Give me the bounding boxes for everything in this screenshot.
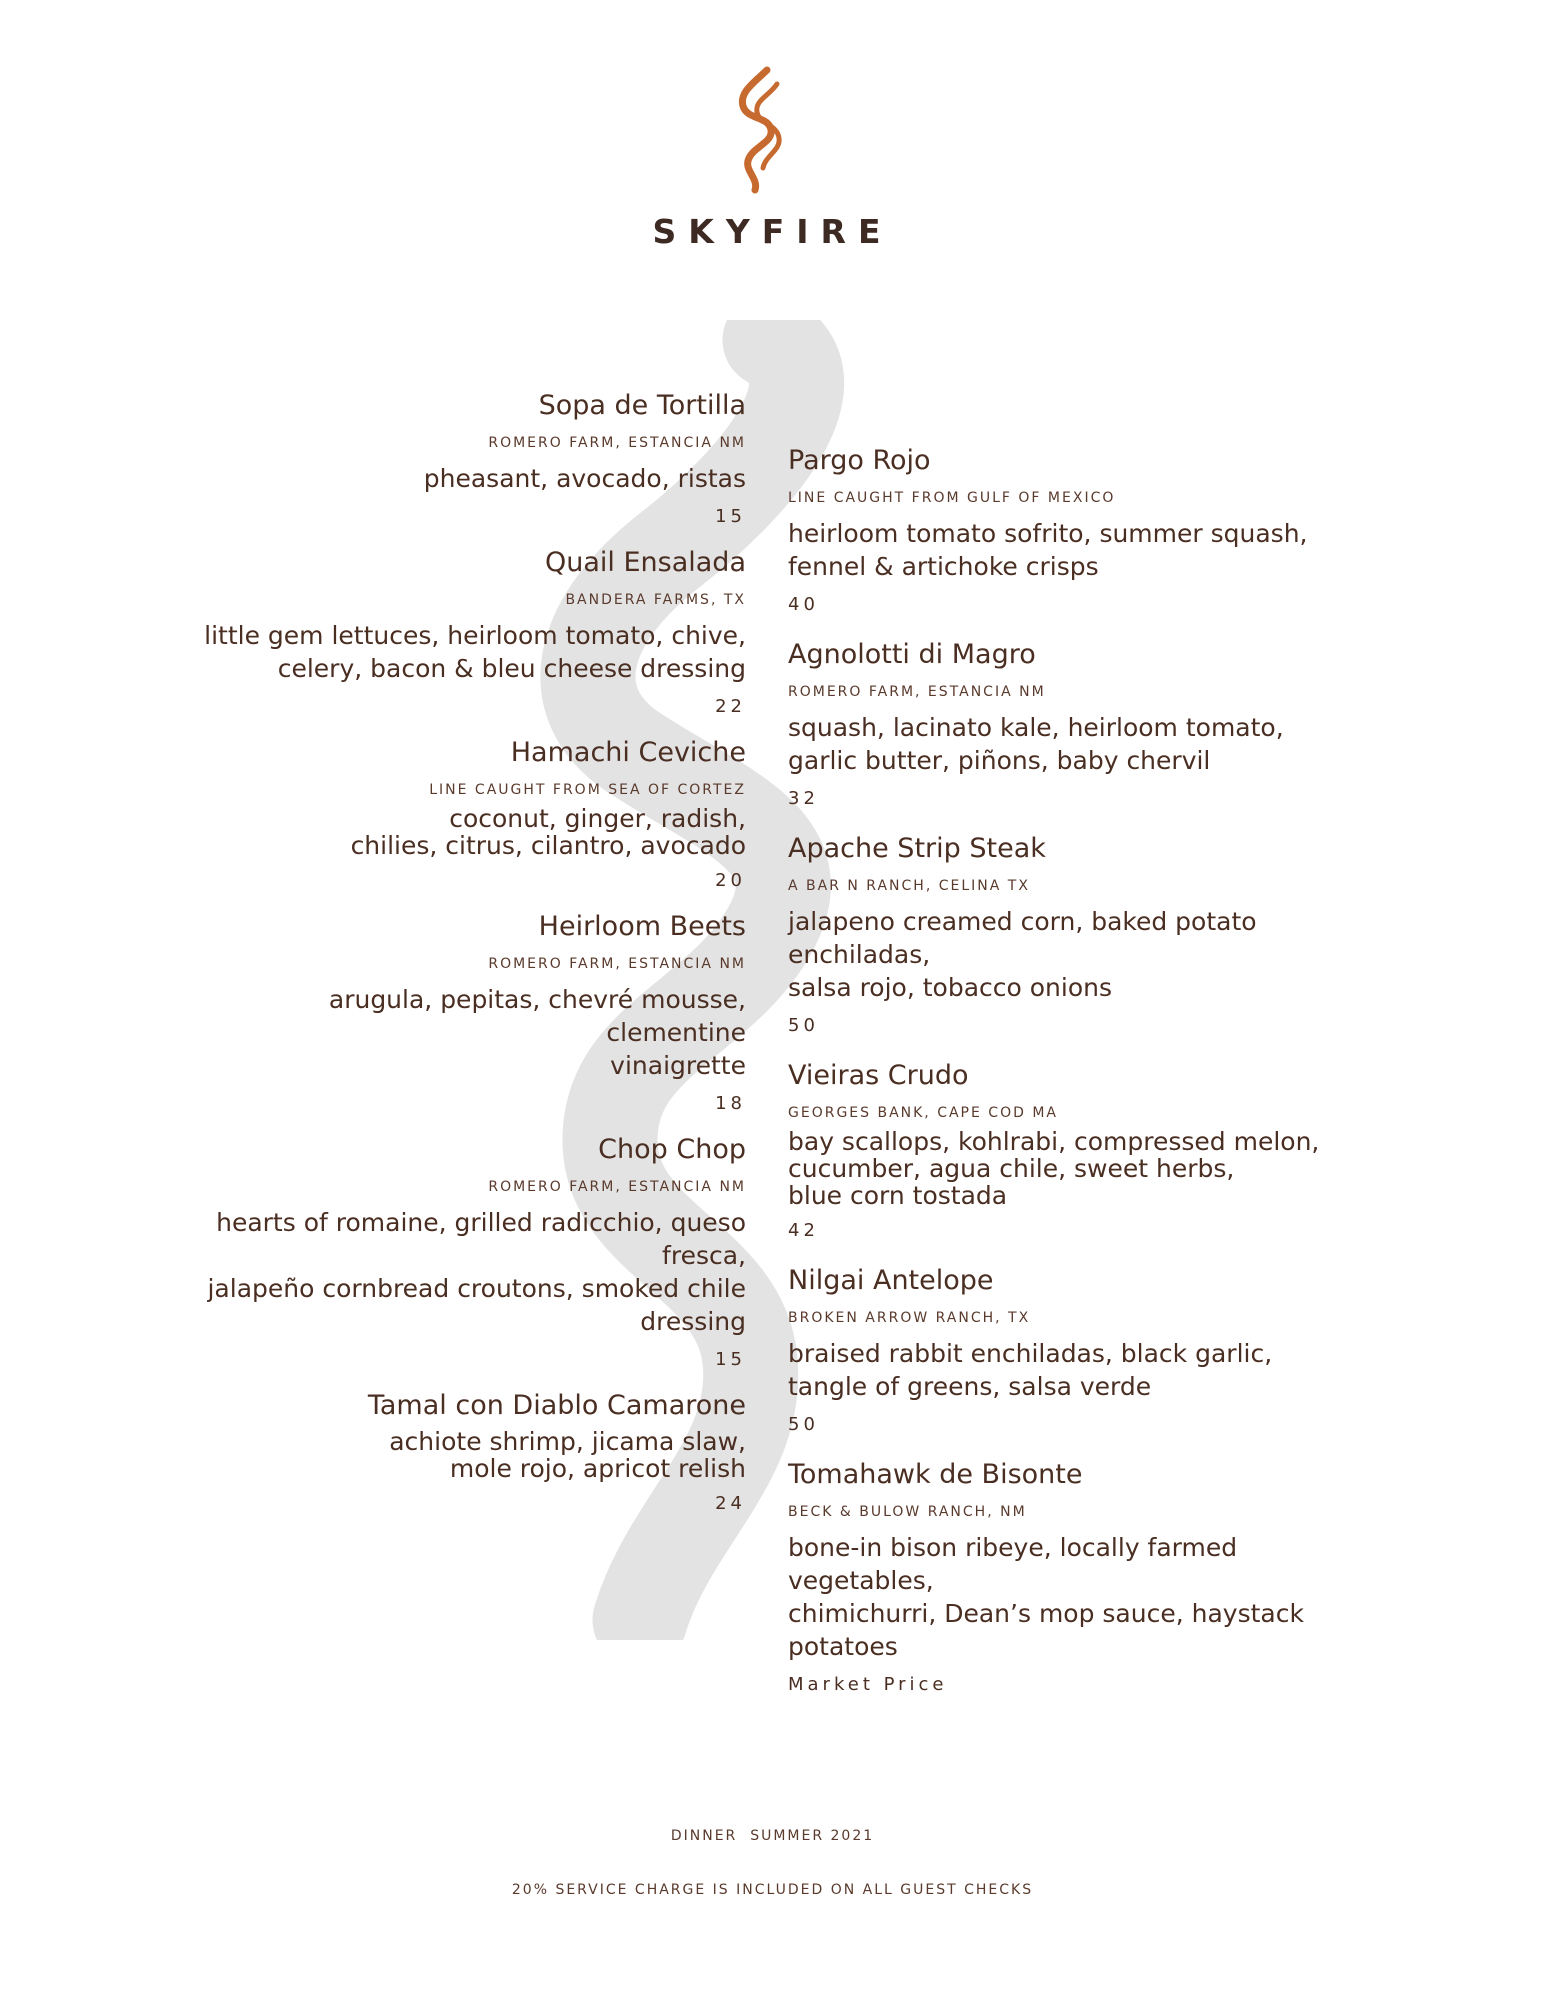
dish-description: heirloom tomato sofrito, summer squash, fennel & artichoke crisps bbox=[788, 519, 1308, 581]
dish-source: LINE CAUGHT FROM GULF OF MEXICO bbox=[788, 490, 1116, 506]
menu-item bbox=[190, 1388, 746, 1518]
dish-name: Nilgai Antelope bbox=[788, 1265, 994, 1296]
dish-description: pheasant, avocado, ristas bbox=[423, 464, 746, 493]
dish-description: braised rabbit enchiladas, black garlic, tangle of greens, salsa verde bbox=[788, 1339, 1273, 1401]
dish-source: A BAR N RANCH, CELINA TX bbox=[788, 878, 1030, 894]
dish-description: coconut, ginger, radish, chilies, citrus, cilantro, avocado bbox=[350, 804, 746, 860]
menu-item bbox=[788, 831, 1348, 1040]
dish-description: hearts of romaine, grilled radicchio, queso fresca, jalapeño cornbread croutons, smoked chile dressing bbox=[207, 1208, 746, 1336]
dish-price: Market Price bbox=[788, 1674, 948, 1695]
brand-name: SKYFIRE bbox=[652, 212, 893, 251]
menu-item bbox=[190, 545, 746, 721]
dish-description: arugula, pepitas, chevré mousse, clementine vinaigrette bbox=[328, 985, 746, 1080]
dish-price: 15 bbox=[715, 506, 746, 527]
dish-description: little gem lettuces, heirloom tomato, chive, celery, bacon & bleu cheese dressing bbox=[204, 621, 746, 683]
dish-name: Apache Strip Steak bbox=[788, 833, 1046, 864]
dish-price: 20 bbox=[715, 870, 746, 891]
dish-price: 18 bbox=[715, 1093, 746, 1114]
menu-item bbox=[788, 1263, 1348, 1439]
dish-price: 50 bbox=[788, 1015, 819, 1036]
menu-item bbox=[788, 1058, 1348, 1245]
menu-season-label: DINNER SUMMER 2021 bbox=[670, 1828, 875, 1844]
dish-source: ROMERO FARM, ESTANCIA NM bbox=[488, 1179, 746, 1195]
dish-name: Tamal con Diablo Camarone bbox=[367, 1390, 746, 1421]
menu-item bbox=[788, 1457, 1348, 1699]
menu-column-right bbox=[788, 443, 1348, 1699]
dish-name: Quail Ensalada bbox=[544, 547, 746, 578]
dish-price: 22 bbox=[715, 696, 746, 717]
flame-s-logo-icon bbox=[725, 66, 795, 194]
dish-source: ROMERO FARM, ESTANCIA NM bbox=[488, 435, 746, 451]
dish-description: squash, lacinato kale, heirloom tomato, garlic butter, piñons, baby chervil bbox=[788, 713, 1284, 775]
dish-source: ROMERO FARM, ESTANCIA NM bbox=[488, 956, 746, 972]
dish-description: jalapeno creamed corn, baked potato enchiladas, salsa rojo, tobacco onions bbox=[788, 907, 1257, 1002]
dish-price: 50 bbox=[788, 1414, 819, 1435]
dish-description: bone-in bison ribeye, locally farmed vegetables, chimichurri, Dean’s mop sauce, haystack potatoes bbox=[788, 1533, 1304, 1661]
dish-source: ROMERO FARM, ESTANCIA NM bbox=[788, 684, 1046, 700]
menu-column-left bbox=[190, 388, 746, 1518]
menu-item bbox=[190, 1132, 746, 1374]
service-charge-note: 20% SERVICE CHARGE IS INCLUDED ON ALL GUEST CHECKS bbox=[511, 1882, 1034, 1898]
dish-source: LINE CAUGHT FROM SEA OF CORTEZ bbox=[429, 782, 746, 798]
dish-source: GEORGES BANK, CAPE COD MA bbox=[788, 1105, 1058, 1121]
dish-price: 32 bbox=[788, 788, 819, 809]
dish-source: BECK & BULOW RANCH, NM bbox=[788, 1504, 1027, 1520]
dish-name: Sopa de Tortilla bbox=[538, 390, 746, 421]
dish-source: BROKEN ARROW RANCH, TX bbox=[788, 1310, 1031, 1326]
dish-price: 42 bbox=[788, 1220, 819, 1241]
menu-item bbox=[788, 637, 1348, 813]
dish-name: Heirloom Beets bbox=[538, 911, 746, 942]
menu-item bbox=[190, 909, 746, 1118]
dish-name: Vieiras Crudo bbox=[788, 1060, 969, 1091]
menu-item bbox=[190, 735, 746, 895]
dish-price: 24 bbox=[715, 1493, 746, 1514]
menu-item bbox=[788, 443, 1348, 619]
dish-source: BANDERA FARMS, TX bbox=[565, 592, 746, 608]
dish-name: Pargo Rojo bbox=[788, 445, 931, 476]
dish-name: Chop Chop bbox=[598, 1134, 746, 1165]
dish-price: 40 bbox=[788, 594, 819, 615]
dish-name: Tomahawk de Bisonte bbox=[788, 1459, 1083, 1490]
dish-price: 15 bbox=[715, 1349, 746, 1370]
menu-item bbox=[190, 388, 746, 531]
dish-description: achiote shrimp, jicama slaw, mole rojo, apricot relish bbox=[389, 1427, 746, 1483]
dish-description: bay scallops, kohlrabi, compressed melon, cucumber, agua chile, sweet herbs, blue corn tostada bbox=[788, 1127, 1320, 1210]
dish-name: Agnolotti di Magro bbox=[788, 639, 1036, 670]
dish-name: Hamachi Ceviche bbox=[510, 737, 746, 768]
